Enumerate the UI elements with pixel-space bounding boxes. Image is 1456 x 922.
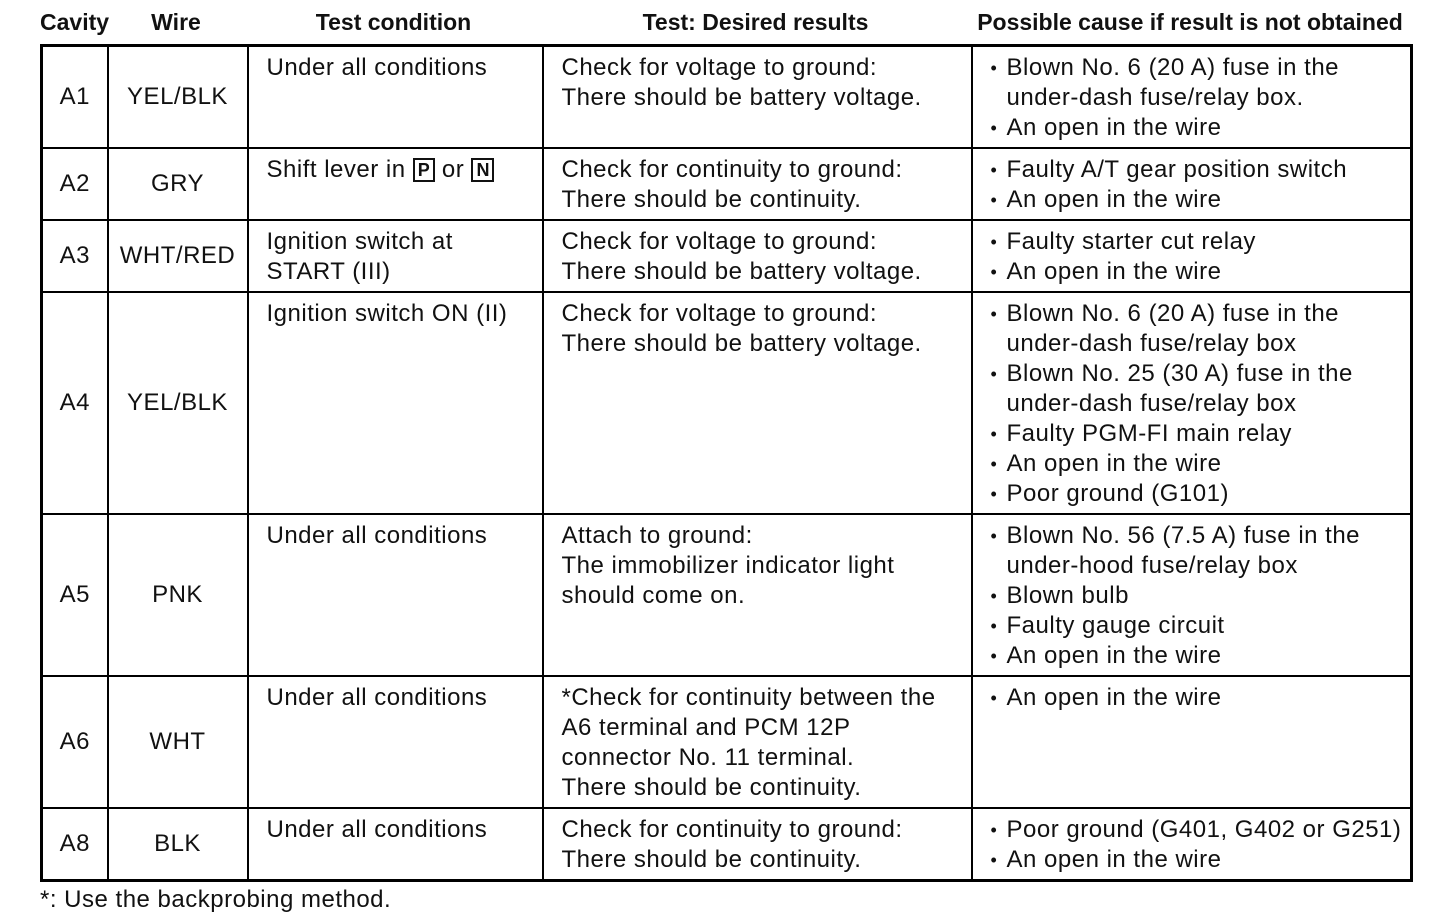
desired-result-line: There should be battery voltage. [561, 330, 922, 357]
cause-item [991, 449, 1411, 479]
possible-cause-cell [972, 808, 1412, 881]
desired-result-line: The immobilizer indicator light [561, 552, 895, 579]
condition-line: START (III) [266, 258, 391, 285]
desired-result-cell [543, 46, 972, 149]
possible-cause-cell [972, 46, 1412, 149]
cause-line: An open in the wire [1006, 846, 1222, 873]
cause-line: An open in the wire [1006, 114, 1222, 141]
desired-result-cell [543, 220, 972, 292]
desired-result-line: There should be battery voltage. [561, 258, 922, 285]
cause-line: An open in the wire [1006, 684, 1222, 711]
bullet-marker: • [990, 850, 997, 870]
bullet-marker: • [990, 424, 997, 444]
cause-item [991, 53, 1411, 113]
cavity-cell: A3 [42, 220, 108, 292]
cause-item [991, 299, 1411, 359]
cause-item [991, 185, 1411, 215]
desired-result-line: Check for voltage to ground: [561, 54, 878, 81]
bullet-marker: • [990, 526, 997, 546]
condition-line: Under all conditions [266, 816, 488, 843]
wire-cell: WHT/RED [108, 220, 248, 292]
bullet-marker: • [990, 262, 997, 282]
desired-result-line: Attach to ground: [561, 522, 753, 549]
cause-line: Blown bulb [1006, 582, 1129, 609]
cause-item [991, 359, 1411, 419]
possible-cause-cell [972, 148, 1412, 220]
table-body [42, 46, 1412, 881]
table-row [42, 148, 1412, 220]
cause-item [991, 419, 1411, 449]
header-row [40, 7, 1410, 37]
condition-line: Under all conditions [266, 684, 488, 711]
cavity-cell: A4 [42, 292, 108, 514]
possible-cause-cell [972, 676, 1412, 808]
wire-cell: BLK [108, 808, 248, 881]
shift-position-badge: N [471, 158, 494, 182]
table-row [42, 514, 1412, 676]
cause-item [991, 521, 1411, 581]
wire-cell: WHT [108, 676, 248, 808]
cause-item [991, 227, 1411, 257]
header-test-condition: Test condition [315, 9, 472, 35]
cause-line: An open in the wire [1006, 186, 1222, 213]
condition-cell [248, 292, 543, 514]
desired-result-line: Check for continuity to ground: [561, 156, 903, 183]
cause-item [991, 479, 1411, 509]
condition-line: Under all conditions [266, 522, 488, 549]
condition-cell [248, 514, 543, 676]
bullet-marker: • [990, 586, 997, 606]
cause-item [991, 683, 1411, 713]
cause-item [991, 611, 1411, 641]
cause-line: An open in the wire [1006, 642, 1222, 669]
condition-cell [248, 676, 543, 808]
desired-result-cell [543, 514, 972, 676]
cause-item [991, 815, 1411, 845]
wire-cell: PNK [108, 514, 248, 676]
table-row [42, 676, 1412, 808]
cause-item [991, 257, 1411, 287]
cause-line: Blown No. 6 (20 A) fuse in the [1006, 54, 1340, 81]
bullet-marker: • [990, 232, 997, 252]
bullet-marker: • [990, 688, 997, 708]
cavity-cell: A5 [42, 514, 108, 676]
cause-line: Blown No. 25 (30 A) fuse in the [1006, 360, 1353, 387]
condition-cell [248, 808, 543, 881]
cause-line: Poor ground (G401, G402 or G251) [1006, 816, 1402, 843]
cause-line: Faulty gauge circuit [1006, 612, 1225, 639]
cause-line: under-dash fuse/relay box. [1006, 84, 1304, 111]
table-row [42, 220, 1412, 292]
footnote: *: Use the backprobing method. [40, 886, 392, 913]
connector-test-table [40, 44, 1413, 882]
condition-cell [248, 46, 543, 149]
bullet-marker: • [990, 364, 997, 384]
bullet-marker: • [990, 58, 997, 78]
table-row [42, 292, 1412, 514]
desired-result-line: A6 terminal and PCM 12P [561, 714, 851, 741]
cause-item [991, 155, 1411, 185]
condition-text: or [434, 156, 472, 183]
cavity-cell: A2 [42, 148, 108, 220]
bullet-marker: • [990, 118, 997, 138]
desired-result-cell [543, 676, 972, 808]
cause-line: Blown No. 6 (20 A) fuse in the [1006, 300, 1340, 327]
desired-result-cell [543, 292, 972, 514]
cause-line: under-dash fuse/relay box [1006, 390, 1297, 417]
bullet-marker: • [990, 160, 997, 180]
condition-cell [248, 148, 543, 220]
condition-line: Ignition switch ON (II) [266, 300, 508, 327]
possible-cause-cell [972, 514, 1412, 676]
cavity-cell: A8 [42, 808, 108, 881]
table-row [42, 808, 1412, 881]
bullet-marker: • [990, 646, 997, 666]
desired-result-line: There should be continuity. [561, 186, 862, 213]
cavity-cell: A1 [42, 46, 108, 149]
desired-result-line: There should be continuity. [561, 846, 862, 873]
desired-result-line: should come on. [561, 582, 746, 609]
condition-text: Shift lever in [266, 156, 413, 183]
cause-line: Faulty PGM-FI main relay [1006, 420, 1292, 447]
desired-result-line: Check for voltage to ground: [561, 300, 878, 327]
table-row [42, 46, 1412, 149]
header-cavity: Cavity [40, 9, 110, 35]
bullet-marker: • [990, 616, 997, 636]
wire-cell: YEL/BLK [108, 292, 248, 514]
desired-result-line: connector No. 11 terminal. [561, 744, 855, 771]
desired-result-line: Check for voltage to ground: [561, 228, 878, 255]
desired-result-line: There should be battery voltage. [561, 84, 922, 111]
cause-line: Faulty starter cut relay [1006, 228, 1256, 255]
header-desired-results: Test: Desired results [642, 9, 869, 35]
cause-item [991, 845, 1411, 875]
possible-cause-cell [972, 220, 1412, 292]
shift-position-badge: P [413, 158, 435, 182]
cause-line: An open in the wire [1006, 450, 1222, 477]
desired-result-line: Check for continuity to ground: [561, 816, 903, 843]
cause-line: Poor ground (G101) [1006, 480, 1229, 507]
condition-cell [248, 220, 543, 292]
cause-line: An open in the wire [1006, 258, 1222, 285]
cause-item [991, 581, 1411, 611]
bullet-marker: • [990, 484, 997, 504]
desired-result-line: There should be continuity. [561, 774, 862, 801]
bullet-marker: • [990, 454, 997, 474]
bullet-marker: • [990, 190, 997, 210]
desired-result-cell [543, 808, 972, 881]
cavity-cell: A6 [42, 676, 108, 808]
wire-cell: GRY [108, 148, 248, 220]
cause-line: under-dash fuse/relay box [1006, 330, 1297, 357]
column-headers [40, 7, 1410, 37]
condition-line: Under all conditions [266, 54, 488, 81]
desired-result-line: *Check for continuity between the [561, 684, 936, 711]
possible-cause-cell [972, 292, 1412, 514]
cause-line: under-hood fuse/relay box [1006, 552, 1298, 579]
desired-result-cell [543, 148, 972, 220]
header-possible-cause: Possible cause if result is not obtained [977, 9, 1403, 35]
bullet-marker: • [990, 820, 997, 840]
condition-line [267, 155, 542, 185]
condition-line: Ignition switch at [266, 228, 453, 255]
wire-cell: YEL/BLK [108, 46, 248, 149]
bullet-marker: • [990, 304, 997, 324]
cause-line: Blown No. 56 (7.5 A) fuse in the [1006, 522, 1361, 549]
cause-item [991, 641, 1411, 671]
header-wire: Wire [151, 9, 201, 35]
cause-item [991, 113, 1411, 143]
cause-line: Faulty A/T gear position switch [1006, 156, 1348, 183]
